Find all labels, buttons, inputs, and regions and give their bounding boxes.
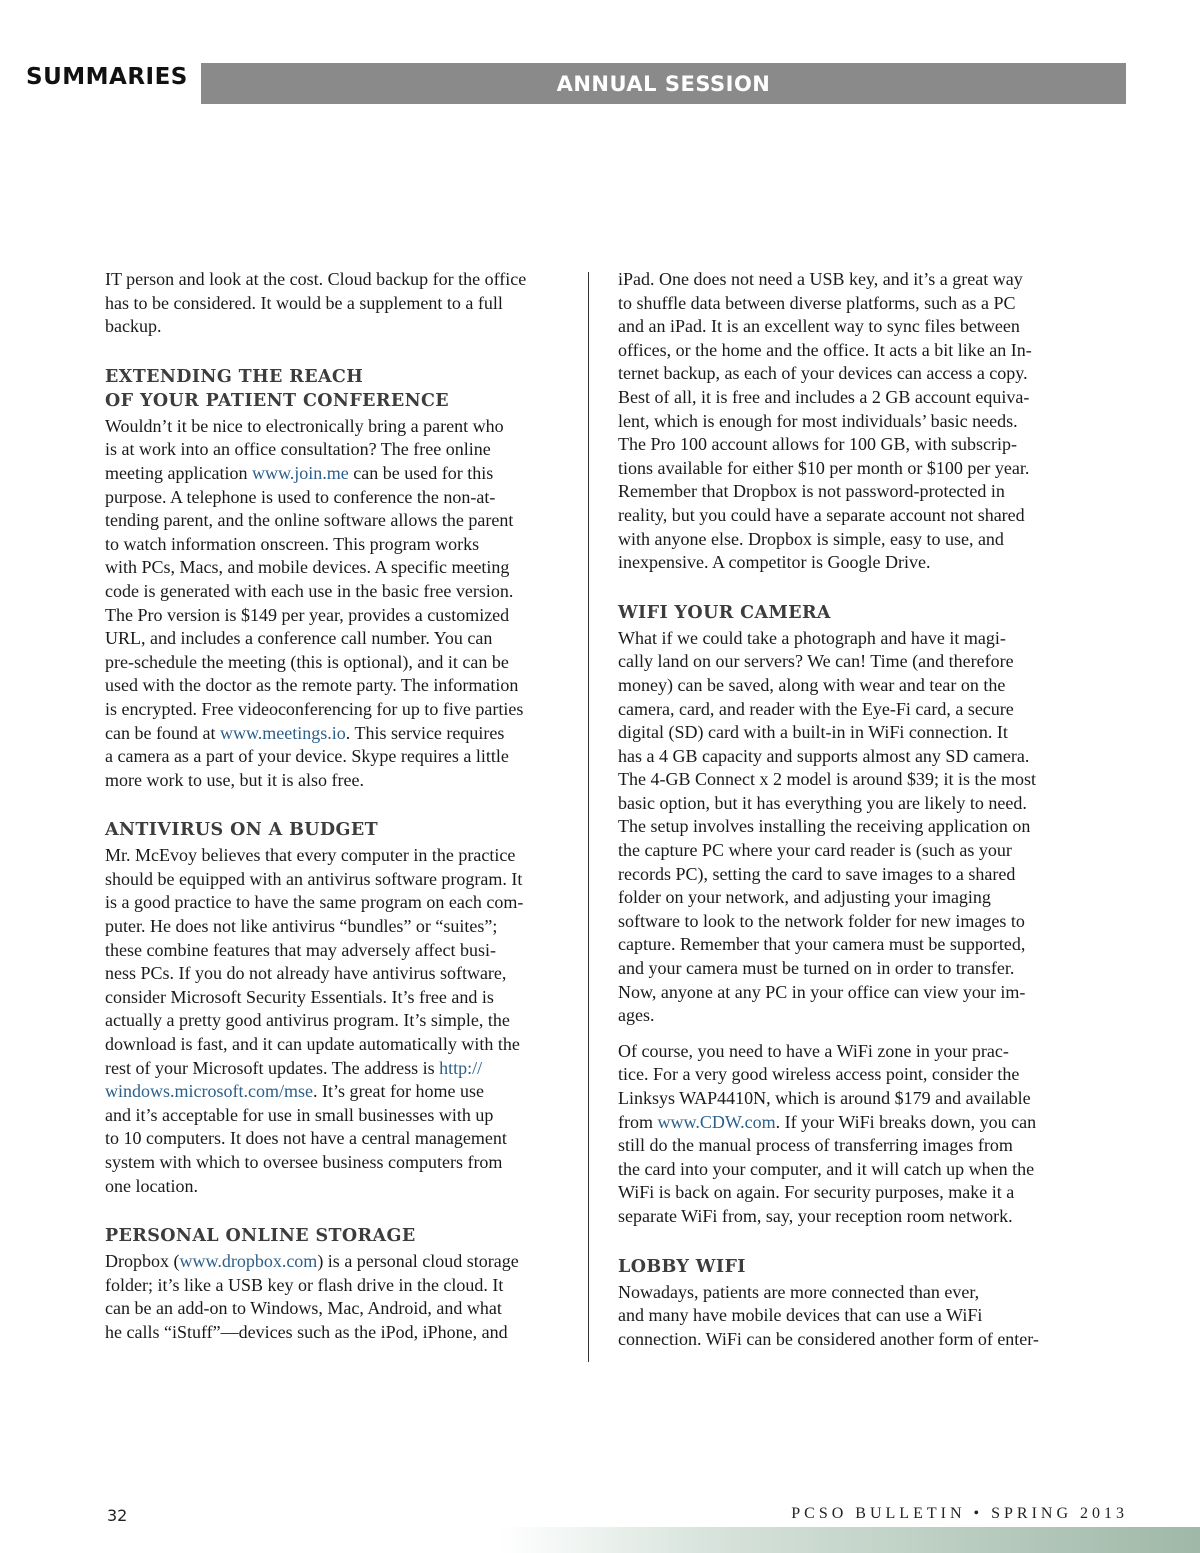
paragraph: Nowadays, patients are more connected than ever, and many have mobile devices that can use a WiFi connection. WiFi can be considered another form of enter- xyxy=(618,1281,1039,1349)
section-heading: LOBBY WIFI xyxy=(618,1256,746,1277)
link-cdw[interactable]: www.CDW.com xyxy=(657,1111,776,1132)
section-heading: PERSONAL ONLINE STORAGE xyxy=(105,1226,416,1247)
link-microsoft-mse[interactable]: http:// windows.microsoft.com/mse xyxy=(105,1057,483,1102)
column-divider xyxy=(588,272,589,1362)
left-column xyxy=(105,268,567,1345)
section-banner: ANNUAL SESSION xyxy=(201,63,1126,104)
section-heading: EXTENDING THE REACH OF YOUR PATIENT CONFERENCE xyxy=(105,366,450,411)
page-number: 32 xyxy=(107,1506,128,1525)
paragraph: Mr. McEvoy believes that every computer in the practice should be equipped with an antivirus software program. It is a good practice to have the same program on each com- puter. He does not like antivirus “bundles” or “suites”; these combine features that may adversely affect busi- ness PCs. If you do not already have antivirus software, consider Microsoft Security Essentials. It’s free and is actually a pretty good antivirus program. It’s simple, the download is fast, and it can update automatically with the rest of your Microsoft updates. The address is http:// windows.microsoft.com/mse. It’s great for home use and it’s acceptable for use in small businesses with up to 10 computers. It does not have a central management system with which to oversee business computers from one location. xyxy=(105,845,524,1196)
paragraph: Wouldn’t it be nice to electronically bring a parent who is at work into an office consultation? The free online meeting application www.join.me can be used for this purpose. A telephone is used to conference the non-at- tending parent, and the online software allows the parent to watch information onscreen. This program works with PCs, Macs, and mobile devices. A specific meeting code is generated with each use in the basic free version. The Pro version is $149 per year, provides a customized URL, and includes a conference call number. You can pre-schedule the meeting (this is optional), and it can be used with the doctor as the remote party. The information is encrypted. Free videoconferencing for up to five parties can be found at www.meetings.io. This service requires a camera as a part of your device. Skype requires a little more work to use, but it is also free. xyxy=(105,415,524,790)
section-label: SUMMARIES xyxy=(26,64,188,90)
link-dropbox[interactable]: www.dropbox.com xyxy=(179,1251,318,1272)
publication-title: PCSO BULLETIN • SPRING 2013 xyxy=(791,1505,1128,1522)
intro-paragraph: IT person and look at the cost. Cloud backup for the office has to be considered. It would be a supplement to a full backup. xyxy=(105,269,527,337)
paragraph: What if we could take a photograph and have it magi- cally land on our servers? We can! Time (and therefore money) can be saved, along with wear and tear on the camera, card, and reader with the Eye-Fi card, a secure digital (SD) card with a built-in in WiFi connection. It has a 4 GB capacity and supports almost any SD camera. The 4-GB Connect x 2 model is around $39; it is the most basic option, but it has everything you are likely to need. The setup involves installing the receiving application on the capture PC where your card reader is (such as your records PC), setting the card to save images to a shared folder on your network, and adjusting your imaging software to look to the network folder for new images to capture. Remember that your camera must be supported, and your camera must be turned on in order to transfer. Now, anyone at any PC in your office can view your im- ages. xyxy=(618,627,1036,1026)
section-heading: WIFI YOUR CAMERA xyxy=(618,602,831,623)
paragraph: Dropbox (www.dropbox.com) is a personal cloud storage folder; it’s like a USB key or flash drive in the cloud. It can be an add-on to Windows, Mac, Android, and what he calls “iStuff”—devices such as the iPod, iPhone, and xyxy=(105,1251,519,1342)
link-meetings-io[interactable]: www.meetings.io xyxy=(219,722,346,743)
footer-gradient-band xyxy=(500,1527,1200,1553)
right-column xyxy=(618,268,1078,1351)
section-heading: ANTIVIRUS ON A BUDGET xyxy=(105,820,379,841)
link-join-me[interactable]: www.join.me xyxy=(251,462,349,483)
intro-paragraph: iPad. One does not need a USB key, and it’s a great way to shuffle data between diverse platforms, such as a PC and an iPad. It is an excellent way to sync files between offices, or the home and the office. It acts a bit like an In- ternet backup, as each of your devices can access a copy. Best of all, it is free and includes a 2 GB account equiva- lent, which is enough for most individuals’ basic needs. The Pro 100 account allows for 100 GB, with subscrip- tions available for either $10 per month or $100 per year. Remember that Dropbox is not password-protected in reality, but you could have a separate account not shared with anyone else. Dropbox is simple, easy to use, and inexpensive. A competitor is Google Drive. xyxy=(618,269,1032,573)
paragraph: Of course, you need to have a WiFi zone in your prac- tice. For a very good wireless access point, consider the Linksys WAP4410N, which is around $179 and available from www.CDW.com. If your WiFi breaks down, you can still do the manual process of transferring images from the card into your computer, and it will catch up when the WiFi is back on again. For security purposes, make it a separate WiFi from, say, your reception room network. xyxy=(618,1040,1037,1226)
